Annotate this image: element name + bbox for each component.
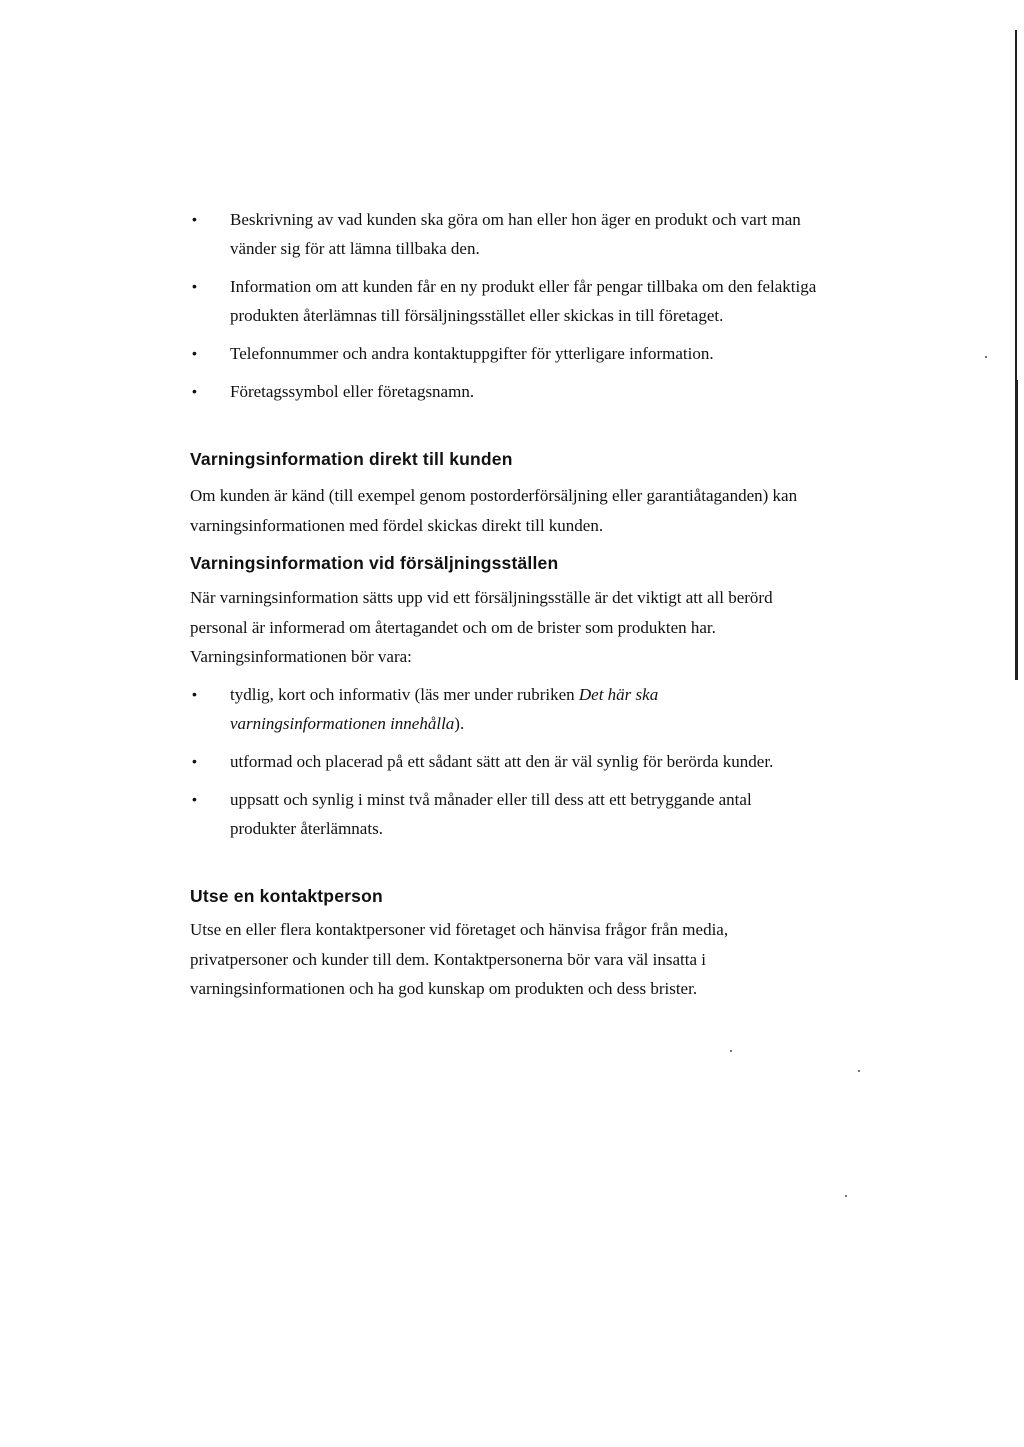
info-bullet-list [190,205,830,415]
list-item-text: Telefonnummer och andra kontaktuppgifter för ytterligare information. [230,344,714,363]
section-body-contact: Utse en eller flera kontaktpersoner vid företaget och hänvisa frågor från media, privatpersoner och kunder till dem. Kontaktpersonerna bör vara väl insatta i varningsinformationen och ha god kunskap om produkten och dess brister. [190,920,729,998]
bullet-icon: • [192,686,197,702]
list-item-text: Beskrivning av vad kunden ska göra om han eller hon äger en produkt och vart man vänder sig för att lämna tillbaka den. [230,210,801,258]
section-body-direct: Om kunden är känd (till exempel genom postorderförsäljning eller garantiåtaganden) kan varningsinformationen med fördel skickas direkt till kunden. [190,486,798,535]
scan-edge-line-lower [1015,380,1018,680]
scan-speck [845,1195,847,1197]
bullet-icon: • [192,345,197,361]
list-item-text: Information om att kunden får en ny produkt eller får pengar tillbaka om den felaktiga produkten återlämnas till försäljningsstället eller skickas in till företaget. [230,277,817,325]
list-item [190,205,830,263]
section-heading-contact: Utse en kontaktperson [190,886,383,906]
bullet-icon: • [192,753,197,769]
list-item [190,785,810,843]
section-body-store: När varningsinformation sätts upp vid ett försäljningsställe är det viktigt att all berörd personal är informerad om återtagandet och om de brister som produkten har. Varningsinformationen bör vara: [190,588,773,666]
list-item [190,377,830,406]
list-item [190,680,810,738]
section-heading-direct: Varningsinformation direkt till kunden [190,449,513,469]
list-item [190,747,810,776]
bullet-icon: • [192,278,197,294]
list-item-text-end: ). [454,714,465,733]
requirements-bullet-list [190,680,810,852]
list-item-text: utformad och placerad på ett sådant sätt att den är väl synlig för berörda kunder. [230,752,774,771]
list-item-text: tydlig, kort och informativ (läs mer under rubriken [230,685,579,704]
bullet-icon: • [192,791,197,807]
cross-reference-title: Det här ska varningsinformationen innehålla [230,685,659,733]
list-item [190,272,830,330]
scan-speck [985,356,987,358]
scan-speck [858,1070,860,1072]
list-item [190,339,830,368]
list-item-text: uppsatt och synlig i minst två månader eller till dess att ett betryggande antal produkter återlämnats. [230,790,752,838]
list-item-text: Företagssymbol eller företagsnamn. [230,382,475,401]
scan-speck [730,1050,732,1052]
bullet-icon: • [192,211,197,227]
section-heading-store: Varningsinformation vid försäljningsställen [190,553,559,573]
bullet-icon: • [192,383,197,399]
